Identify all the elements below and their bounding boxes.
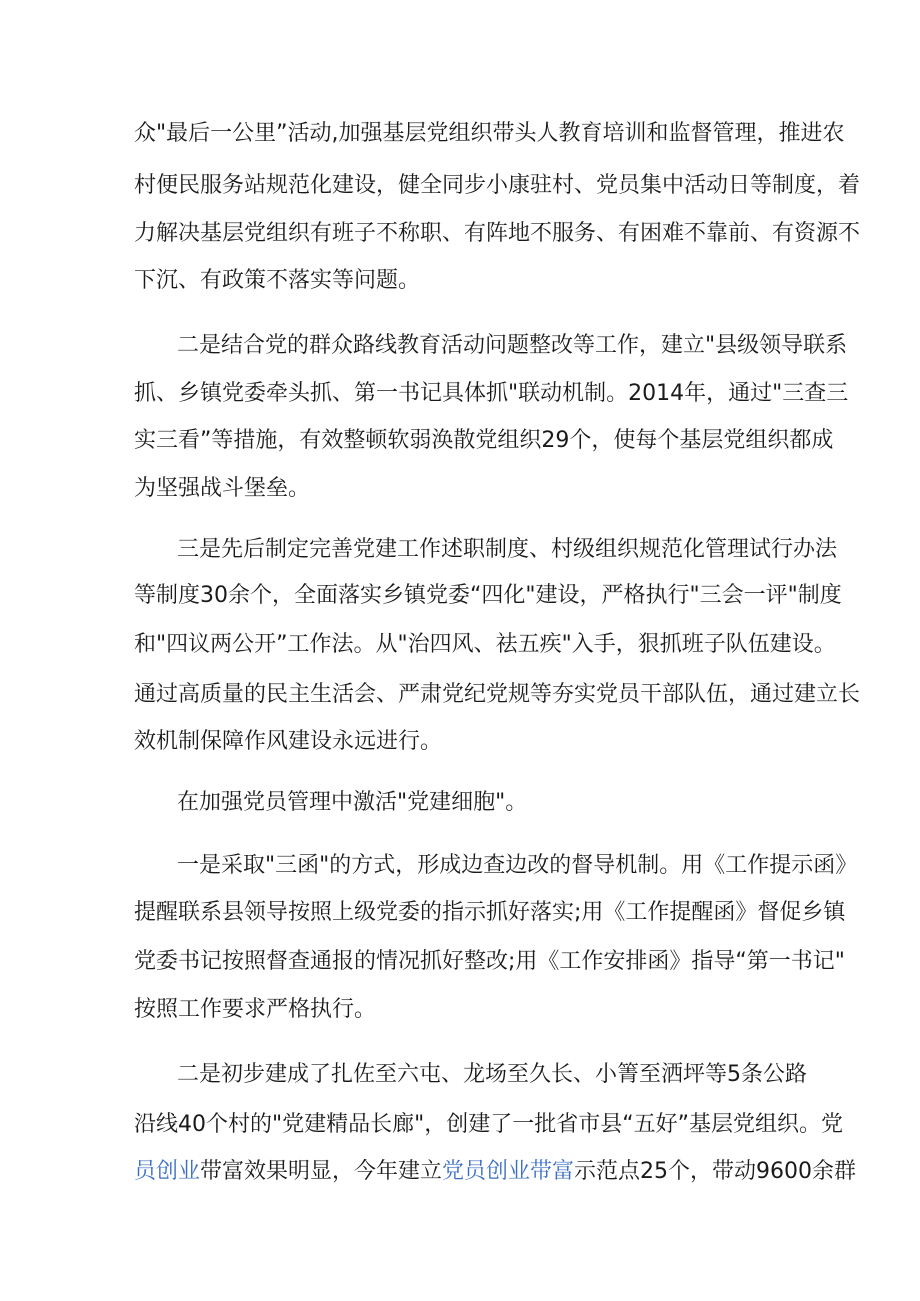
paragraph-4-line-1: 在加强党员管理中激活"党建细胞"。 bbox=[177, 790, 528, 815]
paragraph-1-line-3: 力解决基层党组织有班子不称职、有阵地不服务、有困难不靠前、有资源不 bbox=[134, 221, 861, 246]
paragraph-6-line-3 bbox=[134, 1157, 856, 1187]
paragraph-1-line-4: 下沉、有政策不落实等问题。 bbox=[134, 268, 421, 293]
paragraph-2-line-1: 二是结合党的群众路线教育活动问题整改等工作，建立"县级领导联系 bbox=[177, 333, 848, 358]
paragraph-1-line-1: 众"最后一公里”活动,加强基层党组织带头人教育培训和监督管理，推进农 bbox=[134, 121, 845, 146]
paragraph-3-line-5: 效机制保障作风建设永远进行。 bbox=[134, 729, 443, 754]
paragraph-2-line-3: 实三看”等措施，有效整顿软弱涣散党组织29个，使每个基层党组织都成 bbox=[134, 428, 834, 453]
paragraph-6-line-1: 二是初步建成了扎佐至六屯、龙场至久长、小箐至洒坪等5条公路 bbox=[177, 1062, 807, 1087]
paragraph-6-line-3-text-1: 带富效果明显，今年建立 bbox=[200, 1159, 443, 1184]
link-party-member-startup[interactable]: 员创业 bbox=[134, 1159, 201, 1184]
paragraph-3-line-1: 三是先后制定完善党建工作述职制度、村级组织规范化管理试行办法 bbox=[177, 537, 838, 562]
paragraph-6-line-3-text-2: 示范点25个，带动9600余群 bbox=[574, 1159, 857, 1184]
paragraph-6-line-2: 沿线40个村的"党建精品长廊"，创建了一批省市县“五好”基层党组织。党 bbox=[134, 1112, 844, 1137]
paragraph-5-line-2: 提醒联系县领导按照上级党委的指示抓好落实;用《工作提醒函》督促乡镇 bbox=[134, 900, 846, 925]
paragraph-2-line-2: 抓、乡镇党委牵头抓、第一书记具体抓"联动机制。2014年，通过"三查三 bbox=[134, 381, 849, 406]
paragraph-3-line-3: 和"四议两公开”工作法。从"治四风、祛五疾"入手，狠抓班子队伍建设。 bbox=[134, 632, 836, 657]
paragraph-5-line-1: 一是采取"三函"的方式，形成边查边改的督导机制。用《工作提示函》 bbox=[177, 853, 858, 878]
paragraph-1-line-2: 村便民服务站规范化建设，健全同步小康驻村、党员集中活动日等制度，着 bbox=[134, 173, 861, 198]
paragraph-3-line-2: 等制度30余个，全面落实乡镇党委“四化"建设，严格执行"三会一评"制度 bbox=[134, 583, 842, 608]
paragraph-5-line-4: 按照工作要求严格执行。 bbox=[134, 997, 377, 1022]
paragraph-3-line-4: 通过高质量的民主生活会、严肃党纪党规等夯实党员干部队伍，通过建立长 bbox=[134, 682, 861, 707]
link-party-member-startup-wealth[interactable]: 党员创业带富 bbox=[442, 1159, 575, 1184]
paragraph-5-line-3: 党委书记按照督查通报的情况抓好整改;用《工作安排函》指导“第一书记" bbox=[134, 949, 845, 974]
paragraph-2-line-4: 为坚强战斗堡垒。 bbox=[134, 476, 311, 501]
